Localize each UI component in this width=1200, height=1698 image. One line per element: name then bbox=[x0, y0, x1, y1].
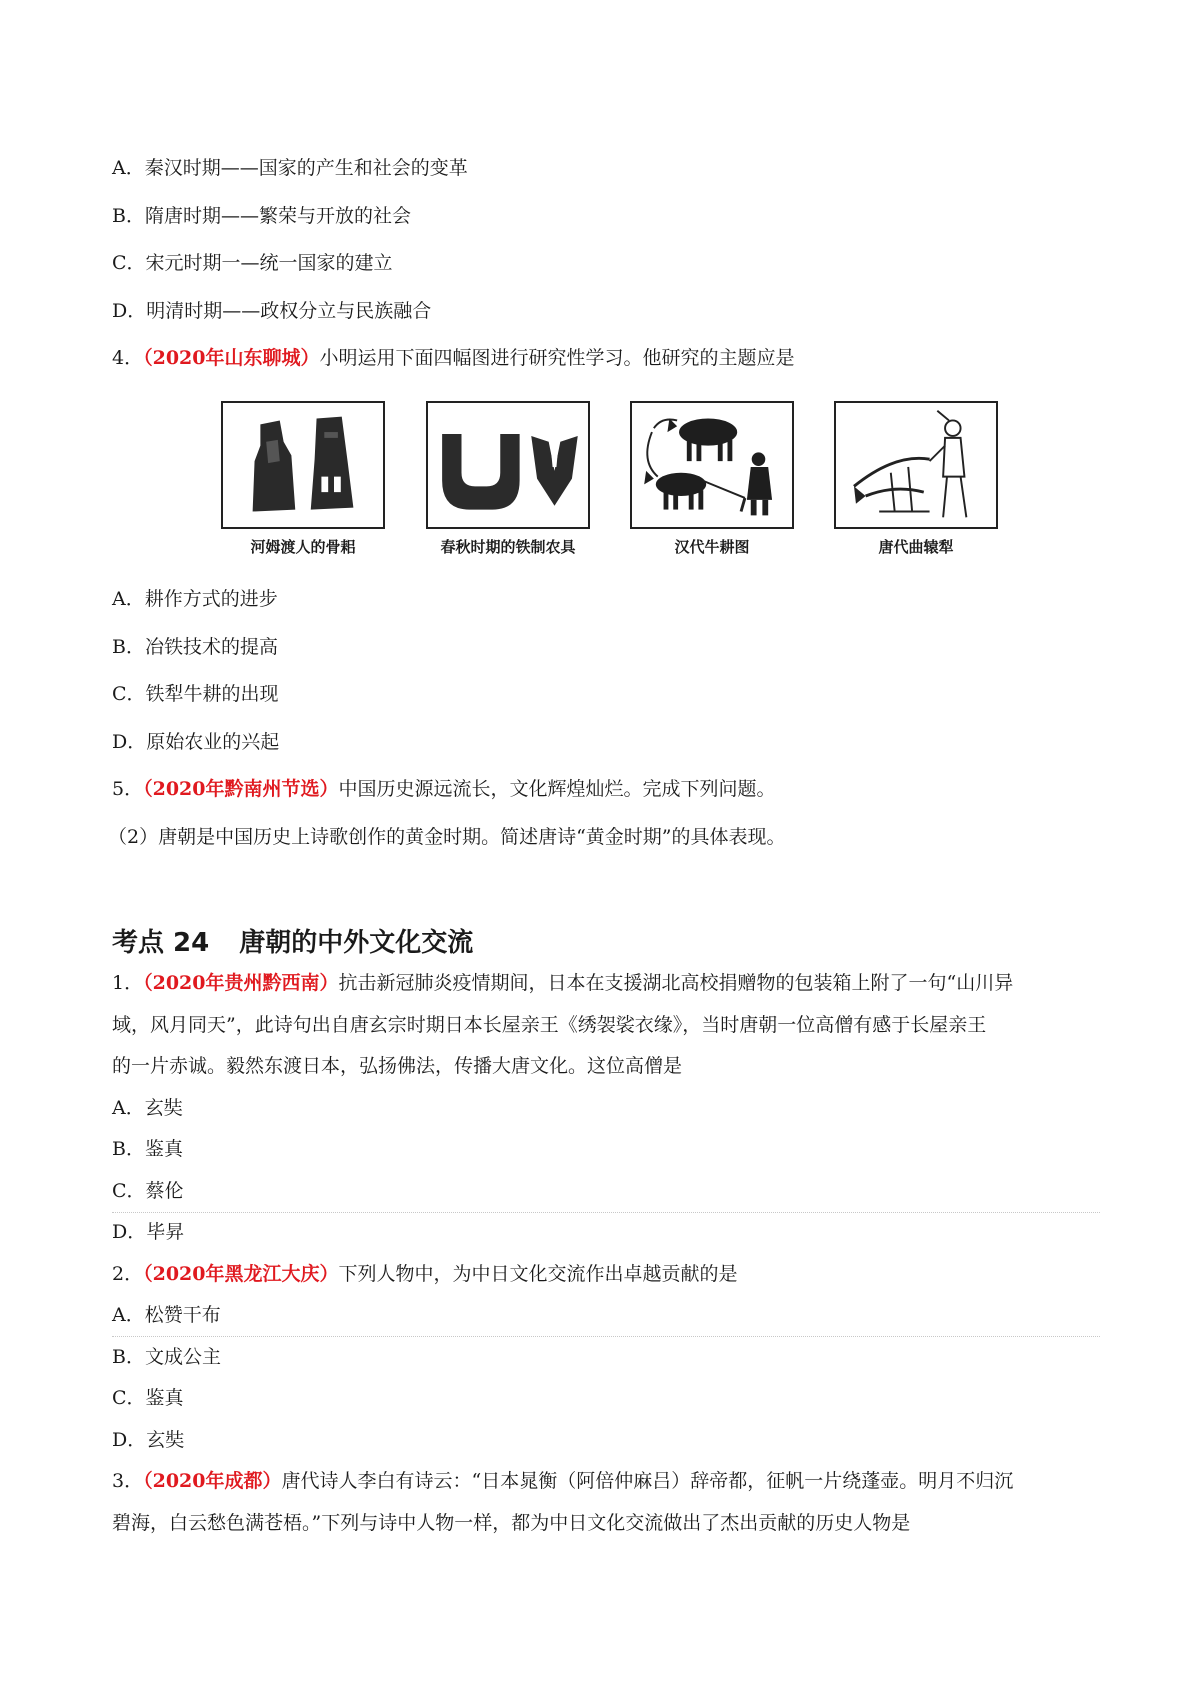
question-source: （2020年黔南州节选） bbox=[143, 778, 339, 800]
s2-stem bbox=[112, 1262, 738, 1286]
s1-option-b bbox=[112, 1137, 183, 1161]
dotted-divider bbox=[112, 1336, 1100, 1337]
option-text: 文成公主 bbox=[144, 1346, 221, 1368]
option-letter: C． bbox=[112, 1387, 146, 1409]
s2-option-d bbox=[112, 1428, 184, 1452]
s2-option-b bbox=[112, 1345, 221, 1369]
s3-stem-line2: 碧海，白云愁色满苍梧。”下列与诗中人物一样，都为中日文化交流做出了杰出贡献的历史人物是 bbox=[112, 1512, 911, 1534]
option-letter: C． bbox=[112, 1180, 146, 1202]
question-number: 4． bbox=[112, 347, 144, 369]
option-text: 松赞干布 bbox=[144, 1304, 221, 1326]
iron-tools-icon bbox=[428, 403, 588, 527]
figure-curved-plow bbox=[834, 401, 998, 529]
option-text: 宋元时期一—统一国家的建立 bbox=[145, 252, 393, 274]
s1-option-a bbox=[112, 1096, 183, 1120]
s1-option-d bbox=[112, 1220, 184, 1244]
option-text: 鉴真 bbox=[144, 1138, 183, 1160]
question-number: 1． bbox=[112, 972, 144, 994]
s1-stem-line1 bbox=[112, 971, 1013, 995]
question-source: （2020年黑龙江大庆） bbox=[143, 1263, 339, 1285]
question-text: 唐代诗人李白有诗云：“日本晁衡（阿倍仲麻吕）辞帝都，征帆一片绕蓬壶。明月不归沉 bbox=[281, 1470, 1014, 1492]
bone-spade-icon bbox=[223, 403, 383, 527]
option-text: 蔡伦 bbox=[145, 1180, 184, 1202]
option-text: 毕昇 bbox=[146, 1221, 185, 1243]
q3-option-a bbox=[112, 156, 468, 180]
question-number: 5． bbox=[112, 778, 144, 800]
q3-option-b bbox=[112, 204, 411, 228]
question-source: （2020年山东聊城） bbox=[143, 347, 320, 369]
option-letter: D． bbox=[112, 1221, 147, 1243]
option-letter: B． bbox=[112, 1346, 145, 1368]
option-text: 鉴真 bbox=[145, 1387, 184, 1409]
option-letter: B． bbox=[112, 205, 145, 227]
ox-plowing-icon bbox=[632, 403, 792, 527]
s3-stem-line1 bbox=[112, 1469, 1013, 1493]
option-letter: A． bbox=[112, 157, 145, 179]
option-text: 秦汉时期——国家的产生和社会的变革 bbox=[144, 157, 468, 179]
option-letter: D． bbox=[112, 731, 147, 753]
question-text: 小明运用下面四幅图进行研究性学习。他研究的主题应是 bbox=[319, 347, 795, 369]
q4-option-a bbox=[112, 587, 278, 611]
option-text: 冶铁技术的提高 bbox=[144, 636, 278, 658]
option-letter: D． bbox=[112, 300, 147, 322]
s2-option-a bbox=[112, 1303, 221, 1327]
q4-option-b bbox=[112, 635, 278, 659]
figure-caption: 唐代曲辕犁 bbox=[878, 538, 954, 556]
curved-plow-icon bbox=[836, 403, 996, 527]
figure-caption: 春秋时期的铁制农具 bbox=[440, 538, 576, 556]
option-letter: C． bbox=[112, 683, 146, 705]
figure-bone-spade bbox=[221, 401, 385, 529]
q4-option-c bbox=[112, 682, 279, 706]
question-source: （2020年成都） bbox=[143, 1470, 282, 1492]
question-text: 下列人物中，为中日文化交流作出卓越贡献的是 bbox=[338, 1263, 738, 1285]
option-text: 铁犁牛耕的出现 bbox=[145, 683, 279, 705]
section-title: 唐朝的中外文化交流 bbox=[239, 928, 474, 958]
q4-option-d bbox=[112, 730, 279, 754]
question-number: 2． bbox=[112, 1263, 144, 1285]
option-text: 玄奘 bbox=[144, 1097, 183, 1119]
option-letter: C． bbox=[112, 252, 146, 274]
option-letter: B． bbox=[112, 636, 145, 658]
s2-option-c bbox=[112, 1386, 184, 1410]
question-text: 抗击新冠肺炎疫情期间，日本在支援湖北高校捐赠物的包装箱上附了一句“山川异 bbox=[338, 972, 1014, 994]
dotted-divider bbox=[112, 1212, 1100, 1213]
option-text: 玄奘 bbox=[146, 1429, 185, 1451]
s1-stem-line3: 的一片赤诚。毅然东渡日本，弘扬佛法，传播大唐文化。这位高僧是 bbox=[112, 1055, 683, 1077]
figure-ox-plowing bbox=[630, 401, 794, 529]
option-letter: A． bbox=[112, 1097, 145, 1119]
s1-option-c bbox=[112, 1179, 184, 1203]
option-text: 耕作方式的进步 bbox=[144, 588, 278, 610]
option-letter: B． bbox=[112, 1138, 145, 1160]
q3-option-d bbox=[112, 299, 431, 323]
section-label: 考点 24 bbox=[112, 928, 210, 958]
q5-stem bbox=[112, 777, 776, 801]
question-text: 中国历史源远流长，文化辉煌灿烂。完成下列问题。 bbox=[338, 778, 776, 800]
option-letter: D． bbox=[112, 1429, 147, 1451]
option-text: 明清时期——政权分立与民族融合 bbox=[146, 300, 432, 322]
q5-subquestion: （2）唐朝是中国历史上诗歌创作的黄金时期。简述唐诗“黄金时期”的具体表现。 bbox=[108, 826, 786, 848]
section-heading bbox=[112, 922, 473, 959]
option-text: 隋唐时期——繁荣与开放的社会 bbox=[144, 205, 411, 227]
figure-caption: 汉代牛耕图 bbox=[674, 538, 750, 556]
s1-stem-line2: 域，风月同天”，此诗句出自唐玄宗时期日本长屋亲王《绣袈裟衣缘》，当时唐朝一位高僧有感于长屋亲王 bbox=[112, 1014, 987, 1036]
question-source: （2020年贵州黔西南） bbox=[143, 972, 339, 994]
figure-iron-tools bbox=[426, 401, 590, 529]
q4-stem bbox=[112, 346, 795, 370]
figure-caption: 河姆渡人的骨耜 bbox=[250, 538, 356, 556]
question-number: 3． bbox=[112, 1470, 144, 1492]
q3-option-c bbox=[112, 251, 393, 275]
option-letter: A． bbox=[112, 1304, 145, 1326]
option-letter: A． bbox=[112, 588, 145, 610]
option-text: 原始农业的兴起 bbox=[146, 731, 280, 753]
